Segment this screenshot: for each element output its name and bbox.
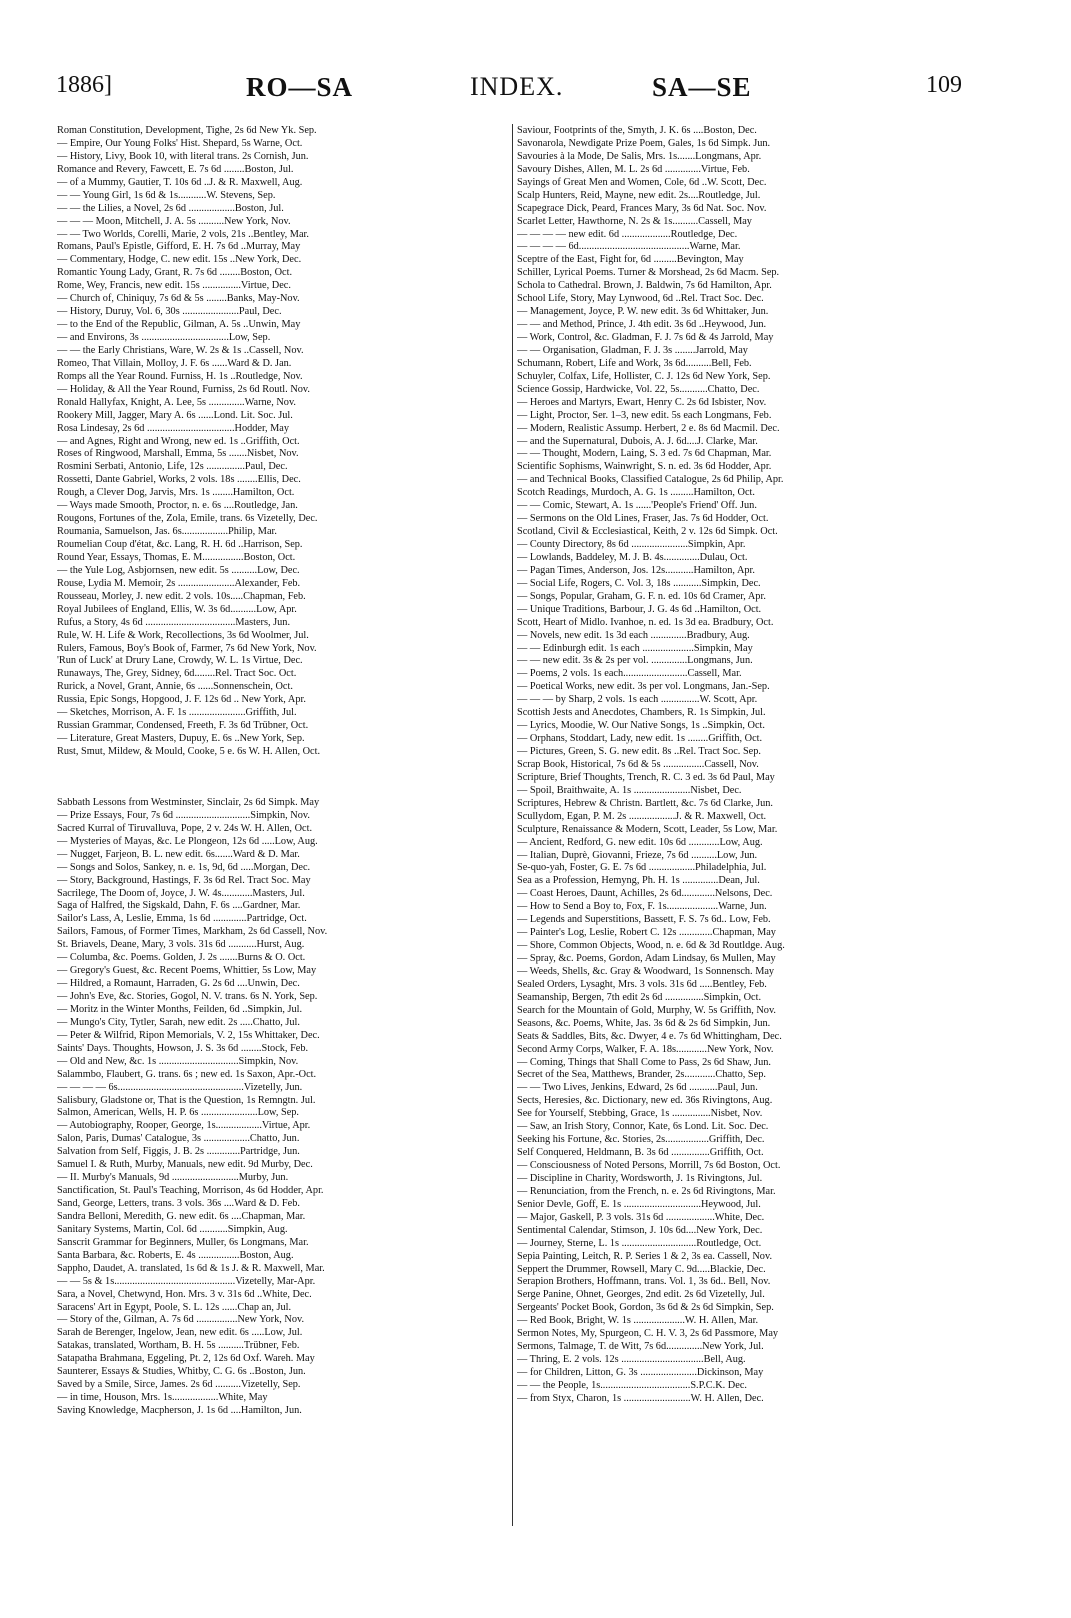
index-entry: Rule, W. H. Life & Work, Recollections, 3s 6d Woolmer, Jul. [57,629,309,641]
index-entry: Roses of Ringwood, Marshall, Emma, 5s .......Nisbet, Nov. [57,448,299,460]
index-entry: — Coming, Things that Shall Come to Pass, 2s 6d Shaw, Jun. [517,1056,772,1068]
index-entry: — Ways made Smooth, Proctor, n. e. 6s ....Routledge, Jan. [57,500,298,512]
index-entry: — Autobiography, Rooper, George, 1s..................Virtue, Apr. [57,1120,311,1132]
index-entry: — Journey, Sterne, L. 1s .............................Routledge, Oct. [517,1237,762,1249]
year-marker: 1886] [56,72,112,98]
index-entry: Seeking his Fortune, &c. Stories, 2s.................Griffith, Dec. [517,1134,765,1146]
index-entry: Sealed Orders, Lysaght, Mrs. 3 vols. 31s 6d .....Bentley, Feb. [517,978,767,990]
index-entry: Sepia Painting, Leitch, R. P. Series 1 & 2, 3s ea. Cassell, Nov. [517,1250,773,1262]
index-entry: Santa Barbara, &c. Roberts, E. 4s ................Boston, Aug. [57,1249,294,1261]
index-entry: — from Styx, Charon, 1s ..........................W. H. Allen, Dec. [517,1392,764,1404]
index-entry: Sara, a Novel, Chetwynd, Hon. Mrs. 3 v. 31s 6d ..White, Dec. [57,1288,312,1300]
index-entry: Runaways, The, Grey, Sidney, 6d........Rel. Tract Soc. Oct. [57,668,297,680]
index-entry: Serapion Brothers, Hoffmann, trans. Vol. 1, 3s 6d.. Bell, Nov. [517,1276,771,1288]
index-title: INDEX. [470,72,564,101]
index-entry: Roumelian Coup d'état, &c. Lang, R. H. 6d ..Harrison, Sep. [57,539,303,550]
index-entry: Roman Constitution, Development, Tighe, 2s 6d New Yk. Sep. [57,125,317,136]
index-entry: Scott, Heart of Midlo. Ivanhoe, n. ed. 1s 3d ea. Bradbury, Oct. [517,616,774,628]
index-entry: Secret of the Sea, Matthews, Brander, 2s............Chatto, Sep. [517,1069,766,1081]
index-entry: Rosmini Serbati, Antonio, Life, 12s ...............Paul, Dec. [57,461,288,473]
index-entry: Sand, George, Letters, trans. 3 vols. 36s ....Ward & D. Feb. [57,1198,300,1209]
index-entry: Round Year, Essays, Thomas, E. M................Boston, Oct. [57,551,296,563]
index-entry: — John's Eve, &c. Stories, Gogol, N. V. trans. 6s N. York, Sep. [57,991,318,1002]
index-entry: — Painter's Log, Leslie, Robert C. 12s .............Chapman, May [517,927,776,939]
index-entry: — Church of, Chiniquy, 7s 6d & 5s ........Banks, May-Nov. [57,293,300,305]
index-entry: — Poems, 2 vols. 1s each.........................Cassell, Mar. [517,668,742,680]
left-group-ro [57,125,512,759]
page-header [0,72,1071,112]
index-entry: — County Directory, 8s 6d ......................Simpkin, Apr. [517,539,746,550]
index-entry: — Commentary, Hodge, C. new edit. 15s ..New York, Dec. [57,254,302,266]
index-entry: Salon, Paris, Dumas' Catalogue, 3s ..................Chatto, Jun. [57,1133,300,1145]
index-entry: — Shore, Common Objects, Wood, n. e. 6d & 3d Routldge. Aug. [517,940,785,952]
index-entry: — Story, Background, Hastings, F. 3s 6d Rel. Tract Soc. May [57,874,311,886]
index-entry: Scullydom, Egan, P. M. 2s ..................J. & R. Maxwell, Oct. [517,810,767,822]
index-entry: Rousseau, Morley, J. new edit. 2 vols. 10s.....Chapman, Feb. [57,590,306,602]
index-entry: Sandra Belloni, Meredith, G. new edit. 6s ....Chapman, Mar. [57,1210,306,1222]
index-entry: — — Thought, Modern, Laing, S. 3 ed. 7s 6d Chapman, Mar. [517,448,772,460]
index-entry: Schumann, Robert, Life and Work, 3s 6d..........Bell, Feb. [517,357,752,369]
index-entry: — Peter & Wilfrid, Ripon Memorials, V. 2, 15s Whittaker, Dec. [57,1029,320,1041]
index-entry: Romantic Young Lady, Grant, R. 7s 6d ........Boston, Oct. [57,267,293,279]
index-entry: Sayings of Great Men and Women, Cole, 6d ..W. Scott, Dec. [517,176,767,188]
section-gap [57,759,512,797]
index-entry: Sceptre of the East, Fight for, 6d .........Bevington, May [517,254,744,266]
index-entry: Scrap Book, Historical, 7s 6d & 5s ................Cassell, Nov. [517,758,759,770]
index-entry: — — Two Lives, Jenkins, Edward, 2s 6d ...........Paul, Jun. [517,1082,758,1094]
index-entry: Satakas, translated, Wortham, B. H. 5s ..........Trübner, Feb. [57,1340,300,1352]
index-entry: Sanitary Systems, Martin, Col. 6d ...........Simpkin, Aug. [57,1223,288,1235]
index-entry: — — — Moon, Mitchell, J. A. 5s ..........New York, Nov. [57,215,291,227]
index-entry: Rufus, a Story, 4s 6d ...................................Masters, Jun. [57,616,291,628]
index-entry: Sacrilege, The Doom of, Joyce, J. W. 4s............Masters, Jul. [57,887,305,899]
index-entry: Sailor's Lass, A, Leslie, Emma, 1s 6d .............Partridge, Oct. [57,913,307,925]
index-entry: Satapatha Brahmana, Eggeling, Pt. 2, 12s 6d Oxf. Wareh. May [57,1353,315,1365]
index-entry: — Major, Gaskell, P. 3 vols. 31s 6d ...................White, Dec. [517,1211,765,1223]
index-entry: — — Young Girl, 1s 6d & 1s...........W. Stevens, Sep. [57,189,276,201]
index-entry: Salvation from Self, Figgis, J. B. 2s .............Partridge, Jun. [57,1146,300,1158]
index-entry: — — Edinburgh edit. 1s each ....................Simpkin, May [517,642,753,654]
index-entry: Scalp Hunters, Reid, Mayne, new edit. 2s....Routledge, Jul. [517,189,761,201]
index-entry: Seasons, &c. Poems, White, Jas. 3s 6d & 2s 6d Simpkin, Jun. [517,1017,771,1029]
index-entry: School Life, Story, May Lynwood, 6d ..Rel. Tract Soc. Dec. [517,293,764,305]
index-entry: — Coast Heroes, Daunt, Achilles, 2s 6d.............Nelsons, Dec. [517,888,773,900]
index-entry: Science Gossip, Hardwicke, Vol. 22, 5s...........Chatto, Dec. [517,383,760,395]
index-entry: Saga of Halfred, the Sigskald, Dahn, F. 6s ....Gardner, Mar. [57,900,301,912]
left-range-heading: RO—SA [246,72,354,102]
index-entry: Salisbury, Gladstone or, That is the Question, 1s Remngtn. Jul. [57,1094,316,1106]
index-entry: Romans, Paul's Epistle, Gifford, E. H. 7s 6d ..Murray, May [57,241,301,253]
index-entry: Salmon, American, Wells, H. P. 6s ......................Low, Sep. [57,1107,299,1119]
index-entry: — — the Lilies, a Novel, 2s 6d ..................Boston, Jul. [57,202,284,214]
index-entry: Saints' Days. Thoughts, Howson, J. S. 3s 6d ........Stock, Feb. [57,1042,309,1054]
index-entry: Sarah de Berenger, Ingelow, Jean, new edit. 6s .....Low, Jul. [57,1327,303,1339]
column-divider [512,124,513,1526]
index-entry: — Lyrics, Moodie, W. Our Native Songs, 1s ..Simpkin, Oct. [517,720,765,732]
index-entry: — Pagan Times, Anderson, Jos. 12s...........Hamilton, Apr. [517,564,755,576]
index-entry: Rulers, Famous, Boy's Book of, Farmer, 7s 6d New York, Nov. [57,642,317,654]
index-entry: Rookery Mill, Jagger, Mary A. 6s ......Lond. Lit. Soc. Jul. [57,409,293,421]
index-entry: Scotch Readings, Murdoch, A. G. 1s .........Hamilton, Oct. [517,487,755,499]
index-entry: Sects, Heresies, &c. Dictionary, new ed. 36s Rivingtons, Aug. [517,1095,773,1107]
index-entry: Royal Jubilees of England, Ellis, W. 3s 6d..........Low, Apr. [57,603,297,615]
index-entry: — of a Mummy, Gautier, T. 10s 6d ..J. & R. Maxwell, Aug. [57,176,303,188]
index-entry: Scottish Jests and Anecdotes, Chambers, R. 1s Simpkin, Jul. [517,707,766,719]
index-entry: Salammbo, Flaubert, G. trans. 6s ; new ed. 1s Saxon, Apr.-Oct. [57,1068,317,1080]
index-entry: — Literature, Great Masters, Dupuy, E. 6s ..New York, Sep. [57,733,305,745]
index-entry: Saracens' Art in Egypt, Poole, S. L. 12s ......Chap an, Jul. [57,1301,292,1313]
index-entry: — — Comic, Stewart, A. 1s ......'People's Friend' Off. Jun. [517,500,757,512]
index-entry: — Ancient, Redford, G. new edit. 10s 6d ............Low, Aug. [517,836,763,848]
index-entry: Sanctification, St. Paul's Teaching, Morrison, 4s 6d Hodder, Apr. [57,1185,324,1197]
index-entry: Saunterer, Essays & Studies, Whitby, C. G. 6s ..Boston, Jun. [57,1366,306,1378]
index-entry: Samuel I. & Ruth, Murby, Manuals, new edit. 9d Murby, Dec. [57,1159,313,1171]
index-entry: Rougons, Fortunes of the, Zola, Emile, trans. 6s Vizetelly, Dec. [57,513,318,525]
index-entry: — the Yule Log, Asbjornsen, new edit. 5s ..........Low, Dec. [57,564,300,576]
index-entry: — Italian, Duprè, Giovanni, Frieze, 7s 6d ..........Low, Jun. [517,849,758,861]
index-entry: Rurick, a Novel, Grant, Annie, 6s ......Sonnenschein, Oct. [57,681,293,693]
index-entry: Sermons, Talmage, T. de Witt, 7s 6d..............New York, Jul. [517,1341,764,1353]
index-entry: — in time, Houson, Mrs. 1s..................White, May [57,1392,268,1404]
index-entry: Sappho, Daudet, A. translated, 1s 6d & 1s J. & R. Maxwell, Mar. [57,1262,325,1274]
index-entry: — Mungo's City, Tytler, Sarah, new edit. 2s .....Chatto, Jul. [57,1016,300,1028]
index-entry: — and the Supernatural, Dubois, A. J. 6d....J. Clarke, Mar. [517,435,758,447]
index-entry: — Pictures, Green, S. G. new edit. 8s ..Rel. Tract Soc. Sep. [517,746,761,757]
index-entry: Sea as a Profession, Hemyng, Ph. H. 1s ..............Dean, Jul. [517,875,760,887]
index-entry: Second Army Corps, Walker, F. A. 18s............New York, Nov. [517,1043,774,1055]
index-entry: — Saw, an Irish Story, Connor, Kate, 6s Lond. Lit. Soc. Dec. [517,1121,769,1133]
index-entry: Scientific Sophisms, Wainwright, S. n. ed. 3s 6d Hodder, Apr. [517,461,772,473]
index-entry: Schuyler, Colfax, Life, Hollister, C. J. 12s 6d New York, Sep. [517,370,771,382]
index-entry: Scriptures, Hebrew & Christn. Bartlett, &c. 7s 6d Clarke, Jun. [517,797,773,809]
index-entry: Sentimental Calendar, Stimson, J. 10s 6d....New York, Dec. [517,1224,763,1236]
index-entry: Scapegrace Dick, Peard, Frances Mary, 3s 6d Nat. Soc. Nov. [517,202,767,214]
right-column [517,125,1013,1406]
index-entry: Sabbath Lessons from Westminster, Sinclair, 2s 6d Simpk. May [57,796,320,808]
index-entry: — — — — 6d...........................................Warne, Mar. [517,241,741,253]
index-entry: Saviour, Footprints of the, Smyth, J. K. 6s ....Boston, Dec. [517,125,757,136]
index-entry: — — Organisation, Gladman, F. J. 3s ........Jarrold, May [517,344,748,356]
index-entry: — Spoil, Braithwaite, A. 1s ......................Nisbet, Dec. [517,784,742,796]
index-entry: Rust, Smut, Mildew, & Mould, Cooke, 5 e. 6s W. H. Allen, Oct. [57,746,321,757]
index-entry: — Spray, &c. Poems, Gordon, Adam Lindsay, 6s Mullen, May [517,953,776,964]
index-entry: — Holiday, & All the Year Round, Furniss, 2s 6d Routl. Nov. [57,383,310,395]
index-entry: — Management, Joyce, P. W. new edit. 3s 6d Whittaker, Jun. [517,306,769,318]
index-entry: — Work, Control, &c. Gladman, F. J. 7s 6d & 4s Jarrold, May [517,332,774,343]
index-entry: — Gregory's Guest, &c. Recent Poems, Whittier, 5s Low, May [57,965,317,977]
index-entry: — Mysteries of Mayas, &c. Le Plongeon, 12s 6d .....Low, Aug. [57,835,318,847]
index-entry: — and Technical Books, Classified Catalogue, 2s 6d Philip, Apr. [517,474,784,486]
left-group-sa [57,797,512,1418]
index-entry: Romance and Revery, Fawcett, E. 7s 6d ........Boston, Jul. [57,163,294,175]
index-entry: Saving Knowledge, Macpherson, J. 1s 6d ....Hamilton, Jun. [57,1405,302,1416]
index-entry: Savonarola, Newdigate Prize Poem, Gales, 1s 6d Simpk. Jun. [517,137,771,149]
index-entry: — Orphans, Stoddart, Lady, new edit. 1s ........Griffith, Oct. [517,733,763,745]
index-entry: — Hildred, a Romaunt, Harraden, G. 2s 6d ....Unwin, Dec. [57,978,300,990]
index-entry: — Thring, E. 2 vols. 12s ................................Bell, Aug. [517,1354,746,1366]
index-entry: — Old and New, &c. 1s ...............................Simpkin, Nov. [57,1055,299,1067]
index-entry: Sergeants' Pocket Book, Gordon, 3s 6d & 2s 6d Simpkin, Sep. [517,1302,774,1314]
index-entry: — Poetical Works, new edit. 3s per vol. Longmans, Jan.-Sep. [517,681,770,693]
right-range-heading: SA—SE [652,72,752,102]
index-entry: Saved by a Smile, Sirce, James. 2s 6d ..........Vizetelly, Sep. [57,1379,301,1391]
index-entry: Sermon Notes, My, Spurgeon, C. H. V. 3, 2s 6d Passmore, May [517,1328,779,1340]
left-column [57,125,512,1418]
index-entry: Rome, Wey, Francis, new edit. 15s ...............Virtue, Dec. [57,280,291,292]
index-entry: — and Agnes, Right and Wrong, new ed. 1s ..Griffith, Oct. [57,435,300,447]
index-entry: Sanscrit Grammar for Beginners, Muller, 6s Longmans, Mar. [57,1236,309,1248]
index-entry: Rosa Lindesay, 2s 6d ..................................Hodder, May [57,422,290,434]
index-entry: — — 5s & 1s...............................................Vizetelly, Mar-Apr. [57,1275,316,1287]
index-entry: — — — — 6s.................................................Vizetelly, Jun. [57,1081,303,1093]
index-entry: Serge Panine, Ohnet, Georges, 2nd edit. 2s 6d Vizetelly, Jul. [517,1289,765,1301]
index-entry: St. Briavels, Deane, Mary, 3 vols. 31s 6d ...........Hurst, Aug. [57,939,305,951]
index-entry: Romps all the Year Round. Furniss, H. 1s ..Routledge, Nov. [57,370,303,382]
index-entry: Rough, a Clever Dog, Jarvis, Mrs. 1s ........Hamilton, Oct. [57,487,295,499]
index-entry: — and Environs, 3s ..................................Low, Sep. [57,332,271,343]
index-entry: Russia, Epic Songs, Hopgood, J. F. 12s 6d .. New York, Apr. [57,694,306,706]
index-entry: — Red Book, Bright, W. 1s ....................W. H. Allen, Mar. [517,1315,759,1327]
index-entry: — History, Duruy, Vol. 6, 30s ......................Paul, Dec. [57,306,282,318]
index-entry: Roumania, Samuelson, Jas. 6s..................Philip, Mar. [57,526,277,538]
index-entry: Seamanship, Bergen, 7th edit 2s 6d ...............Simpkin, Oct. [517,991,762,1003]
page-number: 109 [926,72,962,98]
index-entry: — — — by Sharp, 2 vols. 1s each ...............W. Scott, Apr. [517,694,758,706]
index-entry: Self Conquered, Heldmann, B. 3s 6d ...............Griffith, Oct. [517,1147,764,1159]
index-entry: — Social Life, Rogers, C. Vol. 3, 18s ...........Simpkin, Dec. [517,577,761,589]
index-entry: — Modern, Realistic Assump. Herbert, 2 e. 8s 6d Macmil. Dec. [517,422,780,434]
index-entry: Scarlet Letter, Hawthorne, N. 2s & 1s..........Cassell, May [517,215,752,227]
index-entry: Scripture, Brief Thoughts, Trench, R. C. 3 ed. 3s 6d Paul, May [517,771,775,783]
index-entry: Rossetti, Dante Gabriel, Works, 2 vols. 18s ........Ellis, Dec. [57,474,301,486]
index-entry: — How to Send a Boy to, Fox, F. 1s....................Warne, Jun. [517,901,767,913]
index-entry: Russian Grammar, Condensed, Freeth, F. 3s 6d Trübner, Oct. [57,720,309,732]
index-entry: Rouse, Lydia M. Memoir, 2s ......................Alexander, Feb. [57,577,301,589]
index-entry: — Story of the, Gilman, A. 7s 6d ................New York, Nov. [57,1314,305,1326]
index-entry: — Consciousness of Noted Persons, Morrill, 7s 6d Boston, Oct. [517,1160,781,1171]
index-entry: Schiller, Lyrical Poems. Turner & Morshead, 2s 6d Macm. Sep. [517,267,780,279]
index-entry: — Moritz in the Winter Months, Feilden, 6d ..Simpkin, Jul. [57,1003,303,1015]
index-entry: — Discipline in Charity, Wordsworth, J. 1s Rivingtons, Jul. [517,1172,763,1184]
index-entry: — Novels, new edit. 1s 3d each ..............Bradbury, Aug. [517,629,750,641]
index-entry: — Empire, Our Young Folks' Hist. Shepard, 5s Warne, Oct. [57,137,303,149]
index-entry: — Legends and Superstitions, Bassett, F. S. 7s 6d.. Low, Feb. [517,914,771,926]
index-entry: — II. Murby's Manuals, 9d ..........................Murby, Jun. [57,1172,289,1184]
index-entry: — Renunciation, from the French, n. e. 2s 6d Rivingtons, Mar. [517,1185,776,1197]
index-entry: — — the People, 1s...................................S.P.C.K. Dec. [517,1379,747,1391]
index-entry: Scotland, Civil & Ecclesiastical, Keith, 2 v. 12s 6d Simpk. Oct. [517,526,778,538]
index-entry: — — the Early Christians, Ware, W. 2s & 1s ..Cassell, Nov. [57,344,304,356]
index-entry: — for Children, Litton, G. 3s ......................Dickinson, May [517,1367,764,1378]
index-entry: — History, Livy, Book 10, with literal trans. 2s Cornish, Jun. [57,150,309,162]
index-entry: 'Run of Luck' at Drury Lane, Crowdy, W. L. 1s Virtue, Dec. [57,655,303,667]
index-entry: — Light, Proctor, Ser. 1–3, new edit. 5s each Longmans, Feb. [517,409,772,421]
index-entry: — Weeds, Shells, &c. Gray & Woodward, 1s Sonnensch. May [517,965,775,977]
index-entry: — Unique Traditions, Barbour, J. G. 4s 6d ..Hamilton, Oct. [517,603,762,615]
index-entry: — — Two Worlds, Corelli, Marie, 2 vols, 21s ..Bentley, Mar. [57,228,309,240]
index-entry: — Columba, &c. Poems. Golden, J. 2s .......Burns & O. Oct. [57,952,306,964]
index-entry: Schola to Cathedral. Brown, J. Baldwin, 7s 6d Hamilton, Apr. [517,280,772,292]
index-entry: — Sermons on the Old Lines, Fraser, Jas. 7s 6d Hodder, Oct. [517,513,769,525]
index-entry: — Heroes and Martyrs, Ewart, Henry C. 2s 6d Isbister, Nov. [517,396,767,408]
index-entry: Senior Devle, Goff, E. 1s ..............................Heywood, Jul. [517,1198,761,1210]
index-entry: Search for the Mountain of Gold, Murphy, W. 5s Griffith, Nov. [517,1004,777,1016]
index-entry: Se-quo-yah, Foster, G. E. 7s 6d ..................Philadelphia, Jul. [517,862,767,874]
right-group-sa-se [517,125,1013,1406]
index-entry: — Songs and Solos, Sankey, n. e. 1s, 9d, 6d .....Morgan, Dec. [57,861,311,873]
index-entry: Ronald Hallyfax, Knight, A. Lee, 5s ..............Warne, Nov. [57,396,297,408]
index-entry: Sailors, Famous, of Former Times, Markham, 2s 6d Cassell, Nov. [57,926,328,938]
index-entry: Savoury Dishes, Allen, M. L. 2s 6d ..............Virtue, Feb. [517,163,750,175]
index-entry: — — and Method, Prince, J. 4th edit. 3s 6d ..Heywood, Jun. [517,319,767,331]
index-entry: Seppert the Drummer, Rowsell, Mary C. 9d.....Blackie, Dec. [517,1263,766,1275]
index-entry: — — — — new edit. 6d ...................Routledge, Dec. [517,228,738,240]
index-entry: Seats & Saddles, Bits, &c. Dwyer, 4 e. 7s 6d Whittingham, Dec. [517,1030,782,1042]
index-entry: Sacred Kurral of Tiruvalluva, Pope, 2 v. 24s W. H. Allen, Oct. [57,822,313,834]
index-entry: — Nugget, Farjeon, B. L. new edit. 6s.......Ward & D. Mar. [57,848,300,860]
index-entry: — Songs, Popular, Graham, G. F. n. ed. 10s 6d Cramer, Apr. [517,590,766,602]
index-entry: — to the End of the Republic, Gilman, A. 5s ..Unwin, May [57,319,301,331]
index-entry: — Sketches, Morrison, A. F. 1s ......................Griffith, Jul. [57,707,297,719]
index-entry: — Lowlands, Baddeley, M. J. B. 4s..............Dulau, Oct. [517,551,748,563]
index-entry: See for Yourself, Stebbing, Grace, 1s ...............Nisbet, Nov. [517,1108,763,1120]
index-entry: Sculpture, Renaissance & Modern, Scott, Leader, 5s Low, Mar. [517,823,778,835]
index-entry: — Prize Essays, Four, 7s 6d .............................Simpkin, Nov. [57,809,310,821]
index-entry: Romeo, That Villain, Molloy, J. F. 6s ......Ward & D. Jan. [57,357,292,369]
index-entry: — — new edit. 3s & 2s per vol. ..............Longmans, Jun. [517,655,753,667]
index-entry: Savouries à la Mode, De Salis, Mrs. 1s.......Longmans, Apr. [517,150,762,162]
